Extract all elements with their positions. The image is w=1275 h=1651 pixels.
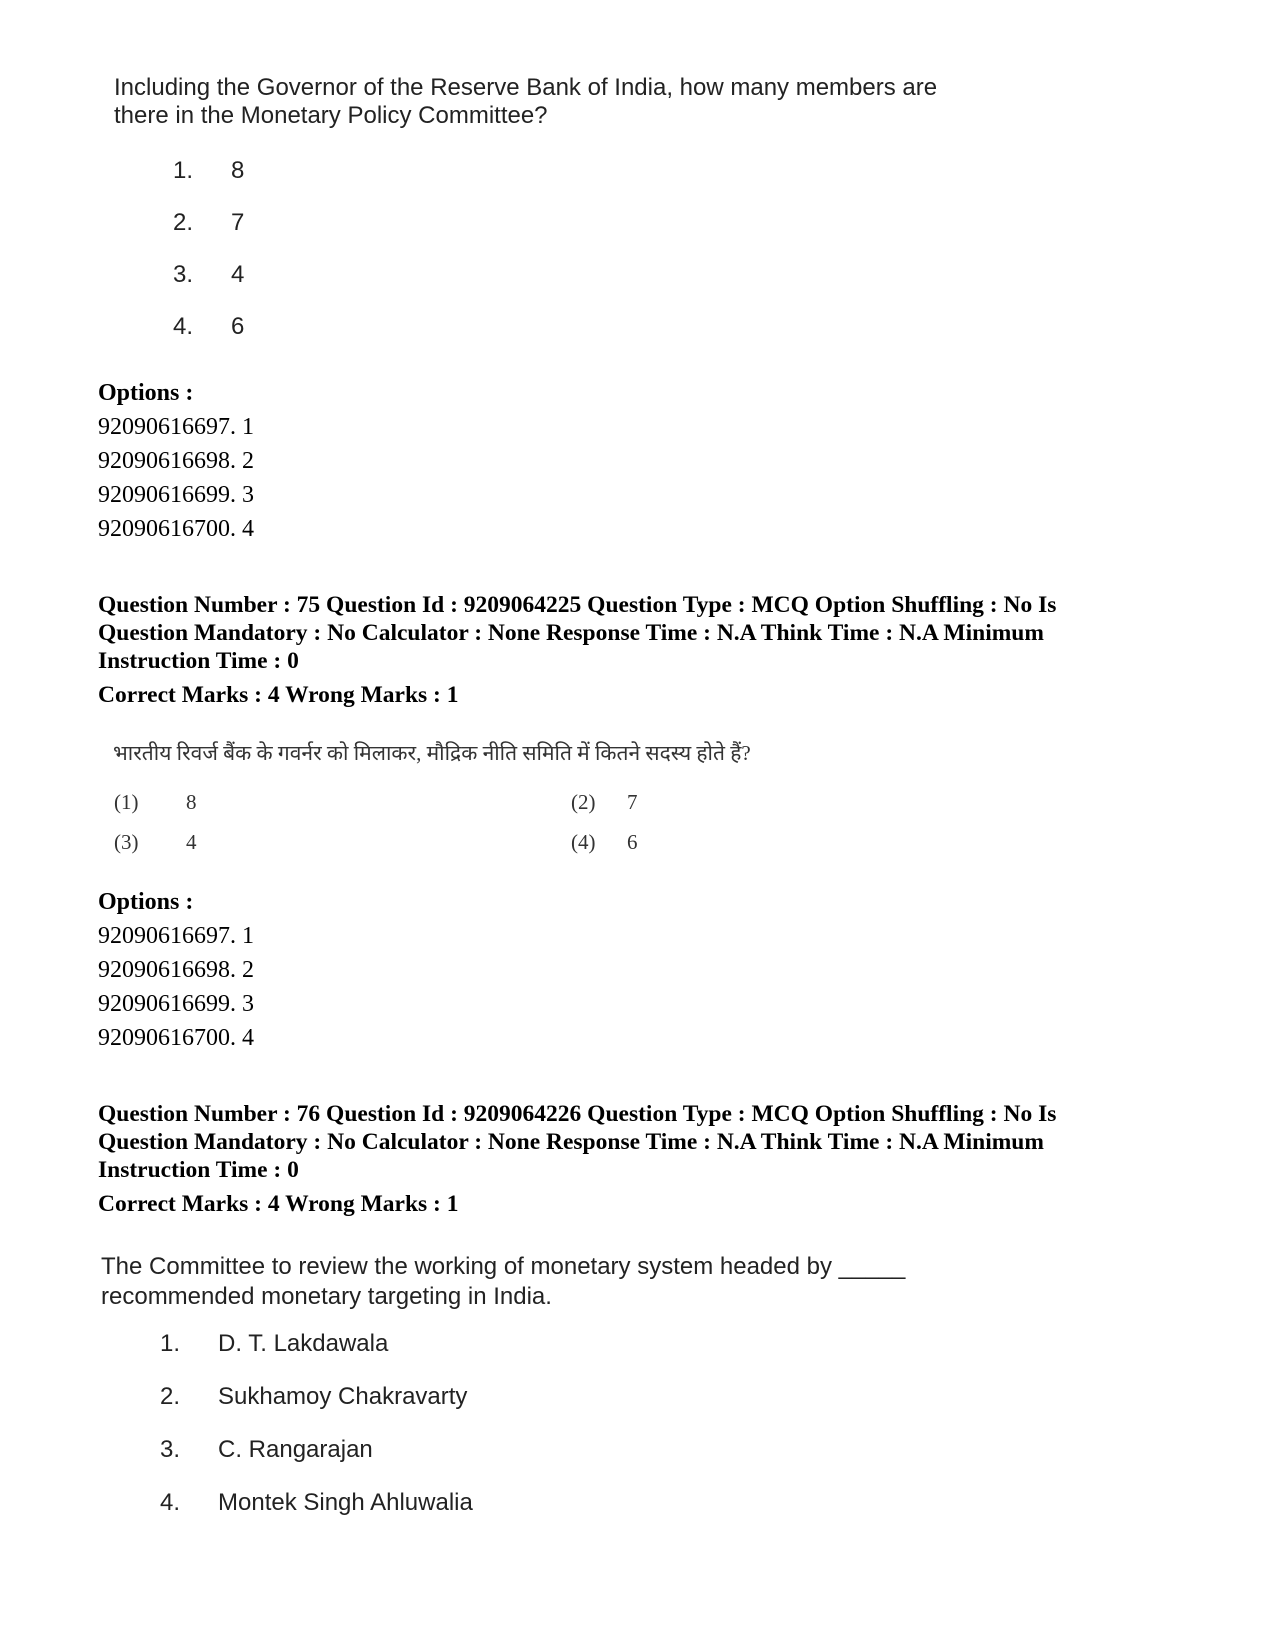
question-74-option-2: 92090616698. 2 <box>98 448 254 474</box>
choice-value: 8 <box>231 157 245 184</box>
question-74-option-1: 92090616697. 1 <box>98 414 254 440</box>
question-75-options-title: Options : <box>98 889 194 915</box>
choice-number: (4) <box>571 830 596 854</box>
question-75-meta <box>98 591 1208 675</box>
choice-value: 7 <box>627 790 638 814</box>
question-75-hindi-text: भारतीय रिवर्ज बैंक के गवर्नर को मिलाकर, मौद्रिक नीति समिति में कितने सदस्य होते हैं? <box>113 741 751 765</box>
choice-number: (3) <box>114 830 139 854</box>
question-76-meta-line2: Question Mandatory : No Calculator : None Response Time : N.A Think Time : N.A Minimum <box>98 1129 1044 1155</box>
question-74-text-line1: Including the Governor of the Reserve Bank of India, how many members are <box>114 74 938 101</box>
question-75-option-1: 92090616697. 1 <box>98 923 254 949</box>
choice-value: Sukhamoy Chakravarty <box>218 1383 468 1410</box>
question-76-meta-line3: Instruction Time : 0 <box>98 1157 299 1183</box>
question-75-option-4: 92090616700. 4 <box>98 1025 254 1051</box>
question-76-marks: Correct Marks : 4 Wrong Marks : 1 <box>98 1191 459 1217</box>
question-74-option-4: 92090616700. 4 <box>98 516 254 542</box>
question-76-meta <box>98 1100 1208 1184</box>
question-74-options-title: Options : <box>98 380 194 406</box>
choice-number: 2. <box>173 209 194 236</box>
choice-value: Montek Singh Ahluwalia <box>218 1489 473 1516</box>
choice-number: 3. <box>173 261 194 288</box>
choice-number: 4. <box>173 313 194 340</box>
question-75-meta-line2: Question Mandatory : No Calculator : None Response Time : N.A Think Time : N.A Minimum <box>98 620 1044 646</box>
question-76-text-line1: The Committee to review the working of monetary system headed by _____ <box>101 1253 906 1280</box>
choice-number: 1. <box>173 157 194 184</box>
choice-number: 3. <box>160 1436 181 1463</box>
question-74-text-line2: there in the Monetary Policy Committee? <box>114 102 548 129</box>
choice-value: 7 <box>231 209 245 236</box>
question-74-text <box>114 74 937 130</box>
question-75-option-2: 92090616698. 2 <box>98 957 254 983</box>
choice-value: 4 <box>186 830 197 854</box>
choice-number: (2) <box>571 790 596 814</box>
question-75-meta-line1: Question Number : 75 Question Id : 9209064225 Question Type : MCQ Option Shuffling : No Is <box>98 592 1057 618</box>
choice-value: C. Rangarajan <box>218 1436 373 1463</box>
question-75-marks: Correct Marks : 4 Wrong Marks : 1 <box>98 682 459 708</box>
question-75-option-3: 92090616699. 3 <box>98 991 254 1017</box>
choice-number: 4. <box>160 1489 181 1516</box>
choice-number: (1) <box>114 790 139 814</box>
question-74-option-3: 92090616699. 3 <box>98 482 254 508</box>
choice-value: D. T. Lakdawala <box>218 1330 389 1357</box>
choice-number: 2. <box>160 1383 181 1410</box>
question-76-meta-line1: Question Number : 76 Question Id : 9209064226 Question Type : MCQ Option Shuffling : No Is <box>98 1101 1057 1127</box>
choice-value: 8 <box>186 790 197 814</box>
question-75-meta-line3: Instruction Time : 0 <box>98 648 299 674</box>
choice-value: 6 <box>231 313 245 340</box>
choice-value: 6 <box>627 830 638 854</box>
question-76-text-line2: recommended monetary targeting in India. <box>101 1283 552 1310</box>
choice-value: 4 <box>231 261 245 288</box>
choice-number: 1. <box>160 1330 181 1357</box>
question-76-text <box>101 1252 905 1312</box>
